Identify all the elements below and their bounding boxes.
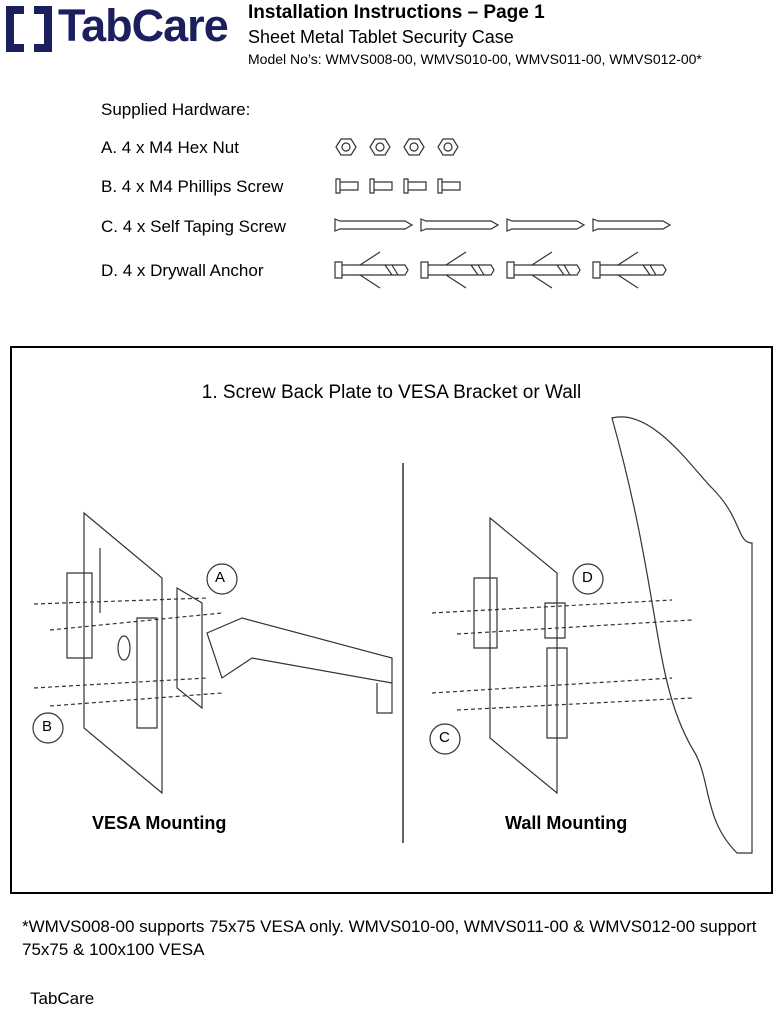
logo-mark-icon xyxy=(2,2,56,56)
page-title: Installation Instructions – Page 1 xyxy=(248,2,545,23)
hardware-item-d: D. 4 x Drywall Anchor xyxy=(101,261,264,280)
step-title: 1. Screw Back Plate to VESA Bracket or Wall xyxy=(201,382,582,403)
footer-brand: TabCare xyxy=(30,989,95,1008)
vesa-mounting-illustration xyxy=(33,513,392,793)
footnote: *WMVS008-00 supports 75x75 VESA only. WMVS010-00, WMVS011-00 & WMVS012-00 support 75x75 & 100x100 VESA xyxy=(22,917,757,959)
callout-b: B xyxy=(42,718,53,735)
wall-mounting-caption: Wall Mounting xyxy=(505,813,628,833)
tabcare-logo xyxy=(2,2,232,56)
self-tapping-screw-icon xyxy=(335,219,670,231)
drywall-anchor-icon xyxy=(335,252,666,288)
wall-mounting-illustration xyxy=(430,417,752,853)
hardware-heading: Supplied Hardware: xyxy=(101,100,251,119)
vesa-mounting-caption: VESA Mounting xyxy=(92,813,227,833)
step-1-panel xyxy=(10,346,773,894)
callout-d: D xyxy=(582,569,593,586)
callout-c: C xyxy=(439,729,450,746)
hex-nut-icon xyxy=(336,139,458,155)
hardware-item-c: C. 4 x Self Taping Screw xyxy=(101,217,286,236)
phillips-screw-icon xyxy=(336,179,460,193)
hardware-item-b: B. 4 x M4 Phillips Screw xyxy=(101,177,284,196)
mounting-illustrations xyxy=(12,348,771,892)
model-numbers: Model No’s: WMVS008-00, WMVS010-00, WMVS011-00, WMVS012-00* xyxy=(248,51,702,67)
callout-a: A xyxy=(215,569,226,586)
logo-text: TabCare xyxy=(58,0,228,51)
product-name: Sheet Metal Tablet Security Case xyxy=(248,27,514,47)
hardware-icons xyxy=(330,130,680,290)
hardware-item-a: A. 4 x M4 Hex Nut xyxy=(101,138,239,157)
